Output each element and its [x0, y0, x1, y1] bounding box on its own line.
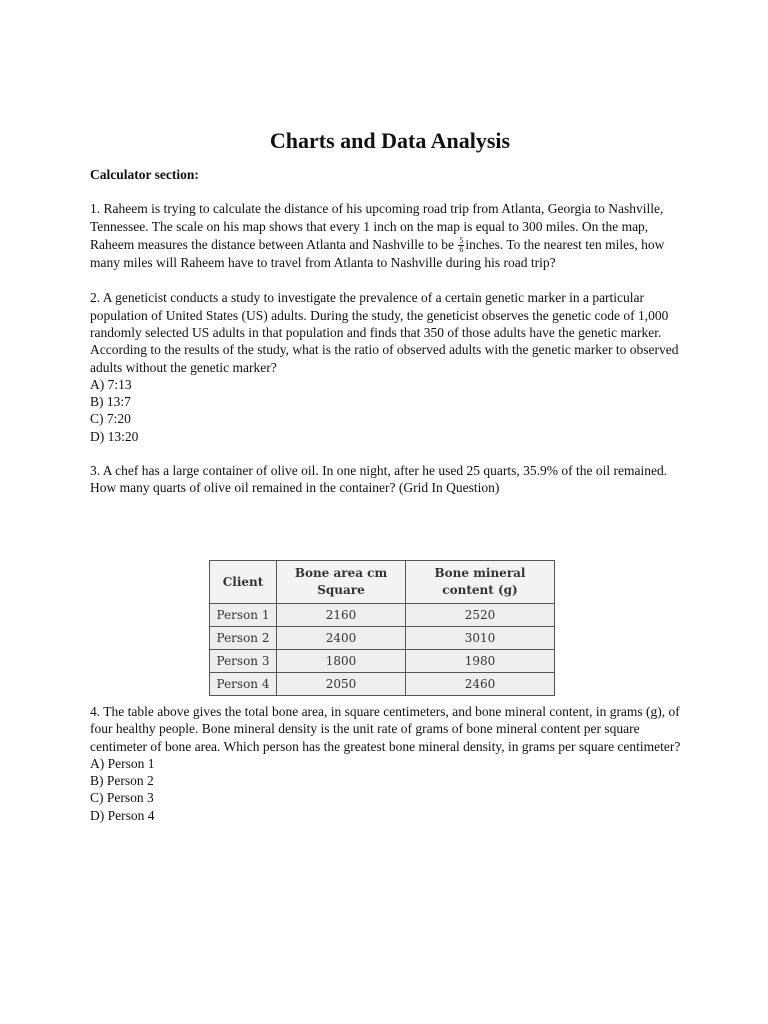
question-4-block [90, 703, 690, 824]
cell-mineral-content: 3010 [406, 627, 555, 650]
question-4: 4. The table above gives the total bone area, in square centimeters, and bone mineral content, in grams (g), of four healthy people. Bone mineral density is the unit rate of grams of bone mineral content per square centimeter of bone area. Which person has the greatest bone mineral density, in grams per square centimeter? [90, 704, 681, 754]
question-2-choices [90, 376, 690, 445]
fraction-denominator: 6 [459, 245, 464, 255]
fraction-numerator: 5 [459, 236, 464, 246]
question-3: 3. A chef has a large container of olive oil. In one night, after he used 25 quarts, 35.9% of the oil remained. How many quarts of olive oil remained in the container? (Grid In Question) [90, 463, 668, 496]
cell-bone-area: 2160 [277, 604, 406, 627]
question-4-choices [90, 755, 690, 824]
table-header-row [210, 561, 555, 604]
cell-bone-area: 2400 [277, 627, 406, 650]
page-title: Charts and Data Analysis [269, 128, 511, 153]
cell-client: Person 1 [210, 604, 277, 627]
question-1 [90, 200, 690, 272]
choice-c: C) 7:20 [90, 411, 131, 427]
table-row [210, 604, 555, 627]
choice-b: B) 13:7 [90, 394, 131, 410]
cell-client: Person 3 [210, 650, 277, 673]
cell-mineral-content: 2520 [406, 604, 555, 627]
table-row [210, 673, 555, 696]
question-1-text-after: inches. To the nearest ten miles, how many miles will Raheem have to travel from Atlanta to Nashville during his road trip? [90, 237, 665, 271]
choice-d: D) Person 4 [90, 807, 155, 823]
document-page [90, 126, 690, 497]
section-label: Calculator section: [90, 167, 199, 182]
cell-client: Person 4 [210, 673, 277, 696]
cell-client: Person 2 [210, 627, 277, 650]
choice-d: D) 13:20 [90, 428, 139, 444]
table-row [210, 650, 555, 673]
choice-a: A) Person 1 [90, 755, 155, 771]
cell-mineral-content: 2460 [406, 673, 555, 696]
cell-bone-area: 2050 [277, 673, 406, 696]
fraction [458, 237, 464, 254]
choice-b: B) Person 2 [90, 773, 154, 789]
question-1-text-before: 1. Raheem is trying to calculate the distance of his upcoming road trip from Atlanta, Georgia to Nashville, Tennessee. The scale on his map shows that every 1 inch on the map is equal to 300 miles. On the map, Raheem measures the distance between Atlanta and Nashville to be [90, 201, 664, 252]
cell-bone-area: 1800 [277, 650, 406, 673]
bone-data-table-container [209, 560, 555, 696]
choice-a: A) 7:13 [90, 376, 132, 392]
choice-c: C) Person 3 [90, 790, 154, 806]
bone-data-table [209, 560, 555, 696]
question-2: 2. A geneticist conducts a study to investigate the prevalence of a certain genetic marker in a particular population of United States (US) adults. During the study, the geneticist observes the genetic code of 1,000 randomly selected US adults in that population and finds that 350 of those adults have the genetic marker. According to the results of the study, what is the ratio of observed adults with the genetic marker to observed adults without the genetic marker? [90, 290, 679, 375]
header-bone-area: Bone area cm Square [277, 561, 406, 604]
table-row [210, 627, 555, 650]
header-client: Client [210, 561, 277, 604]
header-bone-mineral-content: Bone mineral content (g) [406, 561, 555, 604]
cell-mineral-content: 1980 [406, 650, 555, 673]
